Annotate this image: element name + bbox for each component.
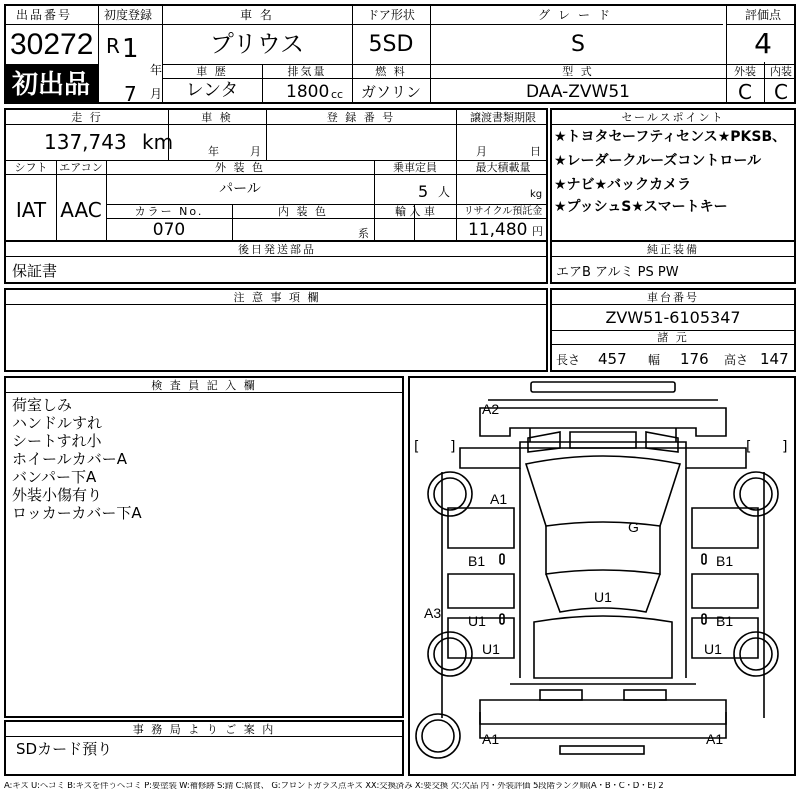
- inspector-line: ハンドルすれ: [12, 414, 103, 432]
- front-lamp-left: [540, 690, 582, 700]
- left-front-door: [448, 574, 514, 608]
- width-value: 176: [680, 350, 709, 368]
- rear-window: [526, 456, 680, 526]
- front-view: [480, 712, 726, 738]
- damage-mark: A1: [490, 491, 508, 507]
- rear-pillars: [530, 428, 676, 442]
- roof: [546, 526, 660, 574]
- vehicle-info-box: [4, 108, 548, 242]
- color-value: パール: [219, 181, 261, 197]
- model-value: DAA-ZVW51: [525, 82, 631, 102]
- grade-label: グレード: [537, 8, 619, 22]
- year-unit: 年: [150, 63, 163, 77]
- inspector-box: [4, 376, 404, 718]
- damage-mark: G: [628, 519, 639, 535]
- fuel-label: 燃 料: [375, 65, 407, 78]
- load-unit: kg: [530, 189, 543, 200]
- score-label: 評価点: [744, 8, 782, 22]
- damage-mark: B1: [468, 553, 486, 569]
- sales-label: セールスポイント: [621, 111, 725, 124]
- front-lamp-right: [624, 690, 666, 700]
- sales-points-box: [550, 108, 796, 242]
- right-front-door: [692, 574, 758, 608]
- height-label: 高さ: [724, 353, 749, 367]
- bracket: ]: [450, 439, 456, 455]
- parts-value: 保証書: [12, 262, 58, 280]
- transfer-label: 譲渡書類期限: [470, 111, 536, 124]
- shift-value: IAT: [15, 198, 47, 222]
- inspector-line: ホイールカバーA: [12, 450, 127, 468]
- exterior-label: 外装: [734, 65, 756, 78]
- damage-mark: A2: [482, 401, 500, 417]
- front-plate: [560, 746, 644, 754]
- model-label: 型 式: [562, 65, 594, 78]
- displacement-unit: cc: [331, 88, 344, 101]
- first-listing-text: 初出品: [12, 70, 91, 100]
- mileage-value: 137,743: [44, 130, 127, 154]
- sales-point: ★ナビ★バックカメラ: [554, 177, 692, 193]
- capacity-unit: 人: [438, 185, 451, 199]
- genuine-label: 純正装備: [647, 243, 699, 256]
- sales-point: ★レーダークルーズコントロール: [554, 153, 762, 169]
- damage-mark: A1: [482, 731, 500, 747]
- right-handle-rear: [702, 554, 706, 564]
- rear-roof-edge: [531, 382, 675, 392]
- transfer-day-unit: 日: [530, 145, 541, 158]
- damage-legend: A:キズ U:ヘコミ B:キズを伴うヘコミ P:要塗装 W:補修跡 S:錆 C:腐食、 G:フロントガラス点キズ XX:交換済み X:要交換 欠:欠品 内・外装評価 5段階ランク順(A・B・C・D・E) 2: [4, 782, 664, 791]
- interior-color-unit: 系: [358, 227, 369, 240]
- length-label: 長さ: [556, 353, 581, 367]
- left-handle-rear: [500, 554, 504, 564]
- cabin-sides: [520, 468, 686, 678]
- displacement-value: 1800: [286, 82, 330, 102]
- chassis-box: [550, 288, 796, 372]
- genuine-box: [550, 240, 796, 284]
- damage-mark: U1: [594, 589, 612, 605]
- inspection-label: 車 検: [201, 111, 233, 124]
- width-label: 幅: [648, 353, 661, 367]
- color-no-label: カラー No.: [134, 205, 204, 218]
- bracket: ]: [782, 439, 788, 455]
- damage-mark: A1: [706, 731, 724, 747]
- car-damage-diagram: [410, 378, 794, 774]
- damage-mark: U1: [482, 641, 500, 657]
- recycle-unit: 円: [532, 225, 543, 238]
- mileage-unit: km: [142, 130, 174, 154]
- inspector-line: シートすれ小: [12, 432, 102, 450]
- import-label: 輸 入 車: [395, 205, 435, 218]
- rear-body: [460, 442, 746, 468]
- chassis-value: ZVW51-6105347: [605, 308, 741, 327]
- right-handle-front: [702, 614, 706, 624]
- bracket: [: [414, 439, 420, 455]
- lot-number: 30272: [10, 28, 94, 61]
- inspector-line: バンパー下A: [12, 468, 97, 486]
- lot-label: 出品番号: [16, 8, 73, 22]
- era: R: [106, 34, 120, 58]
- score-value: 4: [754, 27, 772, 60]
- inspector-label: 検 査 員 記 入 欄: [151, 379, 257, 392]
- front-bumper: [480, 700, 726, 724]
- wheel-rear-left-inner: [434, 478, 466, 510]
- left-handle-front: [500, 614, 504, 624]
- parts-label: 後日発送部品: [238, 243, 316, 256]
- color-label: 外 装 色: [215, 161, 265, 174]
- damage-mark: U1: [468, 613, 486, 629]
- capacity-value: 5: [418, 182, 429, 201]
- ac-label: エアコン: [59, 161, 103, 174]
- damage-mark: U1: [704, 641, 722, 657]
- shift-label: シフト: [14, 161, 48, 174]
- reg-year: 1: [122, 34, 139, 64]
- notes-box: [4, 288, 548, 372]
- door-value: 5SD: [368, 32, 414, 57]
- car-name-label: 車 名: [240, 8, 274, 22]
- damage-mark: B1: [716, 553, 734, 569]
- header-box: [4, 4, 796, 104]
- fuel-value: ガソリン: [360, 83, 422, 101]
- reg-month: 7: [124, 82, 137, 106]
- wheel-rear-right-inner: [740, 478, 772, 510]
- exterior-grade: C: [738, 80, 752, 104]
- parts-box: [4, 240, 548, 284]
- wheel-front-left-inner: [434, 638, 466, 670]
- office-label: 事 務 局 よ り ご 案 内: [132, 723, 276, 736]
- notes-label: 注 意 事 項 欄: [233, 291, 321, 304]
- length-value: 457: [598, 350, 627, 368]
- month-unit: 月: [150, 87, 163, 101]
- interior-color-label: 内 装 色: [278, 205, 328, 218]
- plate-label: 登 録 番 号: [326, 111, 396, 124]
- recycle-value: 11,480: [468, 220, 528, 240]
- mileage-label: 走 行: [71, 111, 103, 124]
- inspection-year-unit: 年: [208, 145, 219, 158]
- history-label: 車 歴: [196, 65, 228, 78]
- inspection-month-unit: 月: [250, 145, 261, 158]
- chassis-label: 車台番号: [647, 291, 699, 304]
- grade-value: S: [571, 32, 585, 57]
- office-box: [4, 720, 404, 776]
- history-value: レンタ: [185, 80, 239, 101]
- load-label: 最大積載量: [475, 161, 531, 174]
- sales-point: ★トヨタセーフティセンス★PKSB、: [554, 129, 787, 145]
- sales-point: ★プッシュS★スマートキー: [554, 199, 728, 215]
- damage-mark: B1: [716, 613, 734, 629]
- damage-diagram-box: [408, 376, 796, 776]
- damage-mark: A3: [424, 605, 442, 621]
- genuine-value: エアB アルミ PS PW: [556, 265, 679, 280]
- capacity-label: 乗車定員: [393, 161, 437, 174]
- inspector-line: ロッカーカバー下A: [12, 504, 142, 522]
- inspector-line: 外装小傷有り: [12, 486, 103, 504]
- spare-wheel-inner: [422, 720, 454, 752]
- height-value: 147: [760, 350, 789, 368]
- interior-label: 内装: [770, 65, 792, 78]
- car-name: プリウス: [209, 30, 305, 58]
- displacement-label: 排気量: [287, 65, 327, 78]
- interior-grade: C: [774, 80, 788, 104]
- office-value: SDカード預り: [16, 740, 113, 758]
- rear-window-top: [570, 432, 636, 448]
- first-reg-label: 初度登録: [104, 8, 153, 22]
- hood: [534, 616, 672, 678]
- inspector-line: 荷室しみ: [12, 396, 73, 414]
- recycle-label: リサイクル預託金: [463, 206, 543, 217]
- bracket: [: [746, 439, 752, 455]
- color-no-value: 070: [152, 220, 186, 240]
- door-label: ドア形状: [367, 8, 415, 22]
- ac-value: AAC: [60, 198, 102, 222]
- transfer-month-unit: 月: [476, 145, 487, 158]
- wheel-front-right-inner: [740, 638, 772, 670]
- dims-label: 諸 元: [657, 331, 689, 344]
